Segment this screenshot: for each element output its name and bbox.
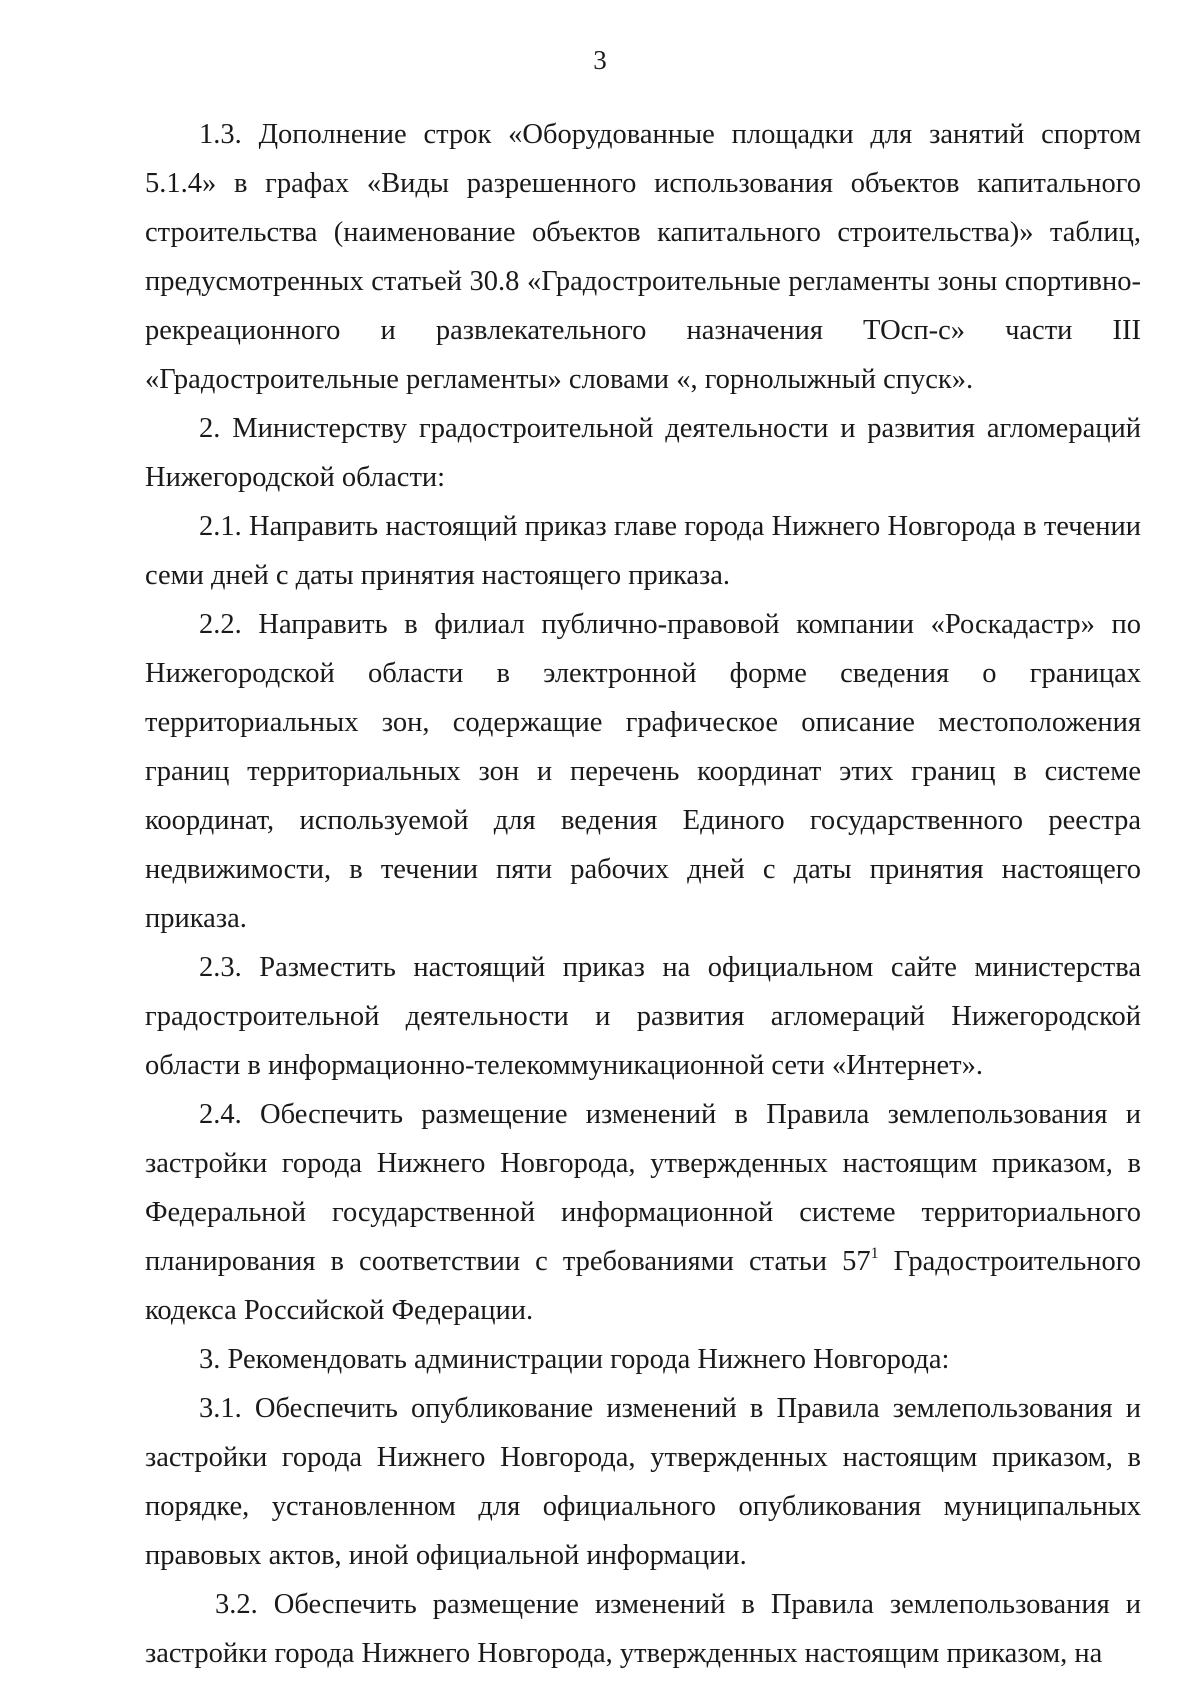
paragraph-2: 2. Министерству градостроительной деятельности и развития агломераций Нижегородской области:: [145, 413, 1141, 493]
paragraph-3-2: 3.2. Обеспечить размещение изменений в Правила землепользования и застройки города Нижнего Новгорода, утвержденных настоящим приказом, на: [145, 1589, 1141, 1669]
paragraph-3-1: 3.1. Обеспечить опубликование изменений в Правила землепользования и застройки города Нижнего Новгорода, утвержденных настоящим приказом, в порядке, установленном для официального опубликования муниципальных правовых актов, иной официальной информации.: [145, 1393, 1141, 1571]
paragraph-2-3: 2.3. Разместить настоящий приказ на официальном сайте министерства градостроительной деятельности и развития агломераций Нижегородской области в информационно-телекоммуникационной сети «Интернет».: [145, 952, 1141, 1081]
page-number: 3: [593, 45, 607, 75]
paragraph-3: 3. Рекомендовать администрации города Нижнего Новгорода:: [199, 1344, 950, 1375]
paragraph-2-4-text: 2.4. Обеспечить размещение изменений в Правила землепользования и застройки города Нижнего Новгорода, утвержденных настоящим приказом, в Федеральной государственной информационной системе территориального планирования в соответствии с требованиями статьи 57: [145, 1099, 1141, 1277]
document-body: [145, 110, 1141, 1678]
superscript-article-number: 1: [870, 1245, 879, 1262]
paragraph-2-4-text-end: Градостроительного кодекса Российской Федерации.: [145, 1246, 1141, 1326]
paragraph-2-1: 2.1. Направить настоящий приказ главе города Нижнего Новгорода в течении семи дней с даты принятия настоящего приказа.: [145, 511, 1141, 591]
paragraph-2-4: [145, 1090, 1141, 1335]
paragraph-2-2: 2.2. Направить в филиал публично-правовой компании «Роскадастр» по Нижегородской области в электронной форме сведения о границах территориальных зон, содержащие графическое описание местоположения границ территориальных зон и перечень координат этих границ в системе координат, используемой для ведения Единого государственного реестра недвижимости, в течении пяти рабочих дней с даты принятия настоящего приказа.: [145, 609, 1141, 934]
paragraph-1-3: 1.3. Дополнение строк «Оборудованные площадки для занятий спортом 5.1.4» в графах «Виды разрешенного использования объектов капитального строительства (наименование объектов капитального строительства)» таблиц, предусмотренных статьей 30.8 «Градостроительные регламенты зоны спортивно-рекреационного и развлекательного назначения ТОсп-с» части III «Градостроительные регламенты» словами «, горнолыжный спуск».: [145, 119, 1141, 395]
